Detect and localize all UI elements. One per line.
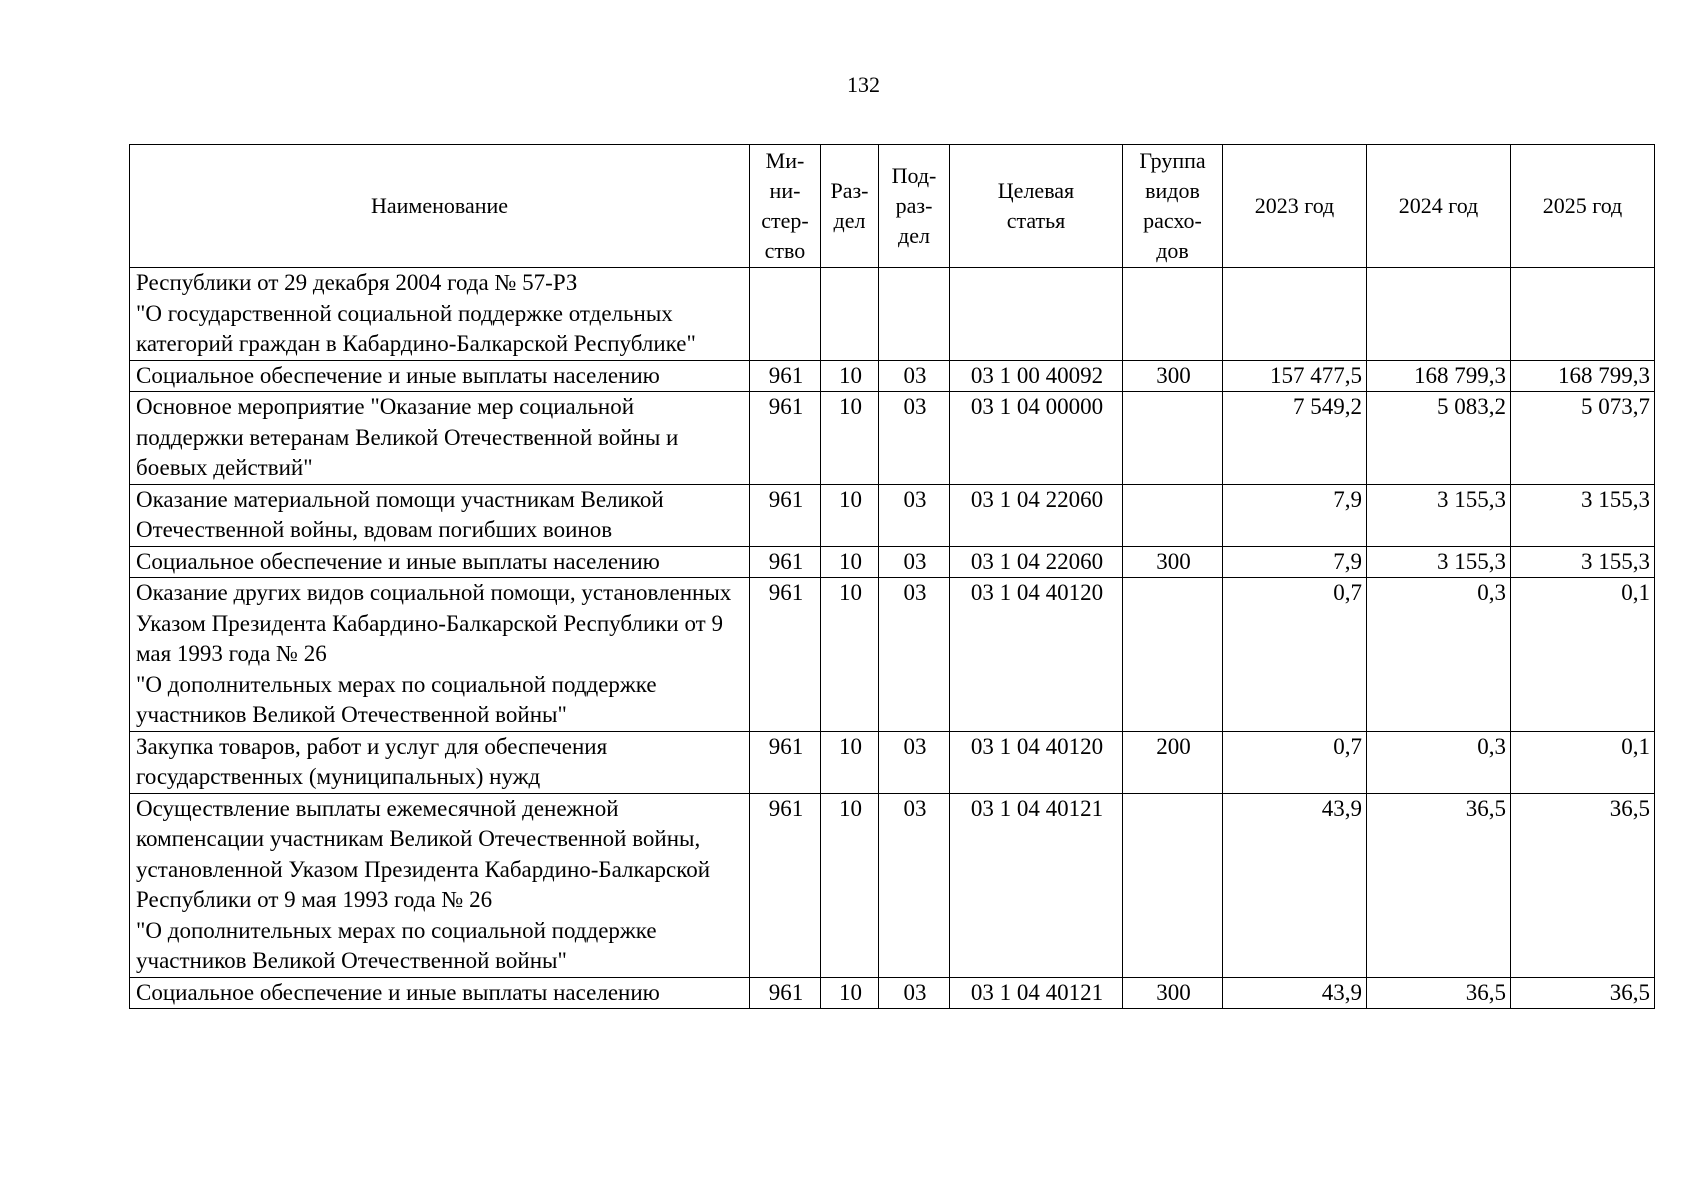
header-expense-group: Группа видов расхо- дов: [1123, 145, 1223, 268]
cell-target-article: 03 1 04 22060: [950, 546, 1123, 578]
table-row: [130, 578, 1655, 732]
cell-2023: 0,7: [1223, 731, 1367, 793]
cell-ministry: 961: [750, 484, 821, 546]
cell-ministry: 961: [750, 793, 821, 977]
page-number: 132: [847, 72, 880, 97]
cell-2023: 43,9: [1223, 793, 1367, 977]
cell-2023: 7 549,2: [1223, 392, 1367, 485]
header-year-2023: 2023 год: [1223, 145, 1367, 268]
cell-expense-group: 200: [1123, 731, 1223, 793]
cell-expense-group: [1123, 793, 1223, 977]
cell-section: 10: [821, 578, 879, 732]
header-target-article: Целевая статья: [950, 145, 1123, 268]
cell-expense-group: 300: [1123, 977, 1223, 1009]
table-header: [130, 145, 1655, 268]
cell-name: Основное мероприятие "Оказание мер социальной поддержки ветеранам Великой Отечественной войны и боевых действий": [130, 392, 750, 485]
cell-section: 10: [821, 977, 879, 1009]
header-subsection: Под- раз- дел: [879, 145, 950, 268]
cell-subsection: [879, 268, 950, 361]
cell-2024: [1367, 268, 1511, 361]
cell-target-article: 03 1 04 40121: [950, 977, 1123, 1009]
table-row: [130, 484, 1655, 546]
table-body: [130, 268, 1655, 1009]
cell-section: [821, 268, 879, 361]
cell-2023: 7,9: [1223, 546, 1367, 578]
cell-target-article: 03 1 04 40120: [950, 578, 1123, 732]
header-name: Наименование: [130, 145, 750, 268]
cell-target-article: 03 1 04 40121: [950, 793, 1123, 977]
header-section: Раз- дел: [821, 145, 879, 268]
cell-ministry: 961: [750, 977, 821, 1009]
cell-subsection: 03: [879, 392, 950, 485]
cell-target-article: 03 1 04 22060: [950, 484, 1123, 546]
cell-2024: 168 799,3: [1367, 360, 1511, 392]
header-year-2024: 2024 год: [1367, 145, 1511, 268]
cell-2024: 36,5: [1367, 977, 1511, 1009]
cell-name: Оказание материальной помощи участникам Великой Отечественной войны, вдовам погибших воинов: [130, 484, 750, 546]
cell-2025: 36,5: [1511, 793, 1655, 977]
cell-subsection: 03: [879, 731, 950, 793]
cell-target-article: [950, 268, 1123, 361]
header-year-2025: 2025 год: [1511, 145, 1655, 268]
header-row: [130, 145, 1655, 268]
cell-expense-group: 300: [1123, 360, 1223, 392]
cell-2025: 0,1: [1511, 578, 1655, 732]
cell-2024: 3 155,3: [1367, 546, 1511, 578]
cell-target-article: 03 1 00 40092: [950, 360, 1123, 392]
cell-2024: 3 155,3: [1367, 484, 1511, 546]
table-row: [130, 977, 1655, 1009]
cell-2023: [1223, 268, 1367, 361]
cell-ministry: [750, 268, 821, 361]
cell-2025: 0,1: [1511, 731, 1655, 793]
cell-name: Закупка товаров, работ и услуг для обеспечения государственных (муниципальных) нужд: [130, 731, 750, 793]
cell-subsection: 03: [879, 578, 950, 732]
cell-2024: 5 083,2: [1367, 392, 1511, 485]
cell-section: 10: [821, 484, 879, 546]
cell-expense-group: 300: [1123, 546, 1223, 578]
cell-name: Оказание других видов социальной помощи, установленных Указом Президента Кабардино-Балкарской Республики от 9 мая 1993 года № 26 "О дополнительных мерах по социальной поддержке участников Великой Отечественной войны": [130, 578, 750, 732]
cell-ministry: 961: [750, 546, 821, 578]
cell-2023: 7,9: [1223, 484, 1367, 546]
budget-table: [129, 144, 1655, 1009]
table-row: [130, 793, 1655, 977]
cell-section: 10: [821, 793, 879, 977]
cell-2024: 36,5: [1367, 793, 1511, 977]
cell-2025: 3 155,3: [1511, 546, 1655, 578]
cell-2025: 168 799,3: [1511, 360, 1655, 392]
cell-expense-group: [1123, 484, 1223, 546]
cell-ministry: 961: [750, 392, 821, 485]
cell-2023: 43,9: [1223, 977, 1367, 1009]
cell-2025: [1511, 268, 1655, 361]
cell-section: 10: [821, 731, 879, 793]
cell-2024: 0,3: [1367, 578, 1511, 732]
cell-2023: 0,7: [1223, 578, 1367, 732]
cell-expense-group: [1123, 268, 1223, 361]
cell-expense-group: [1123, 392, 1223, 485]
table-row: [130, 731, 1655, 793]
table-row: [130, 268, 1655, 361]
table-row: [130, 546, 1655, 578]
cell-name: Республики от 29 декабря 2004 года № 57-РЗ "О государственной социальной поддержке отдельных категорий граждан в Кабардино-Балкарской Республике": [130, 268, 750, 361]
cell-target-article: 03 1 04 00000: [950, 392, 1123, 485]
cell-subsection: 03: [879, 793, 950, 977]
cell-ministry: 961: [750, 731, 821, 793]
cell-subsection: 03: [879, 977, 950, 1009]
cell-ministry: 961: [750, 578, 821, 732]
cell-subsection: 03: [879, 484, 950, 546]
cell-2023: 157 477,5: [1223, 360, 1367, 392]
cell-name: Социальное обеспечение и иные выплаты населению: [130, 546, 750, 578]
cell-2024: 0,3: [1367, 731, 1511, 793]
cell-subsection: 03: [879, 360, 950, 392]
cell-expense-group: [1123, 578, 1223, 732]
cell-section: 10: [821, 392, 879, 485]
cell-name: Социальное обеспечение и иные выплаты населению: [130, 360, 750, 392]
cell-section: 10: [821, 546, 879, 578]
cell-ministry: 961: [750, 360, 821, 392]
cell-target-article: 03 1 04 40120: [950, 731, 1123, 793]
table-row: [130, 360, 1655, 392]
cell-name: Социальное обеспечение и иные выплаты населению: [130, 977, 750, 1009]
cell-2025: 3 155,3: [1511, 484, 1655, 546]
cell-2025: 36,5: [1511, 977, 1655, 1009]
header-ministry: Ми- ни- стер- ство: [750, 145, 821, 268]
cell-2025: 5 073,7: [1511, 392, 1655, 485]
cell-section: 10: [821, 360, 879, 392]
cell-subsection: 03: [879, 546, 950, 578]
table-row: [130, 392, 1655, 485]
cell-name: Осуществление выплаты ежемесячной денежной компенсации участникам Великой Отечественной войны, установленной Указом Президента Кабардино-Балкарской Республики от 9 мая 1993 года № 26 "О дополнительных мерах по социальной поддержке участников Великой Отечественной войны": [130, 793, 750, 977]
